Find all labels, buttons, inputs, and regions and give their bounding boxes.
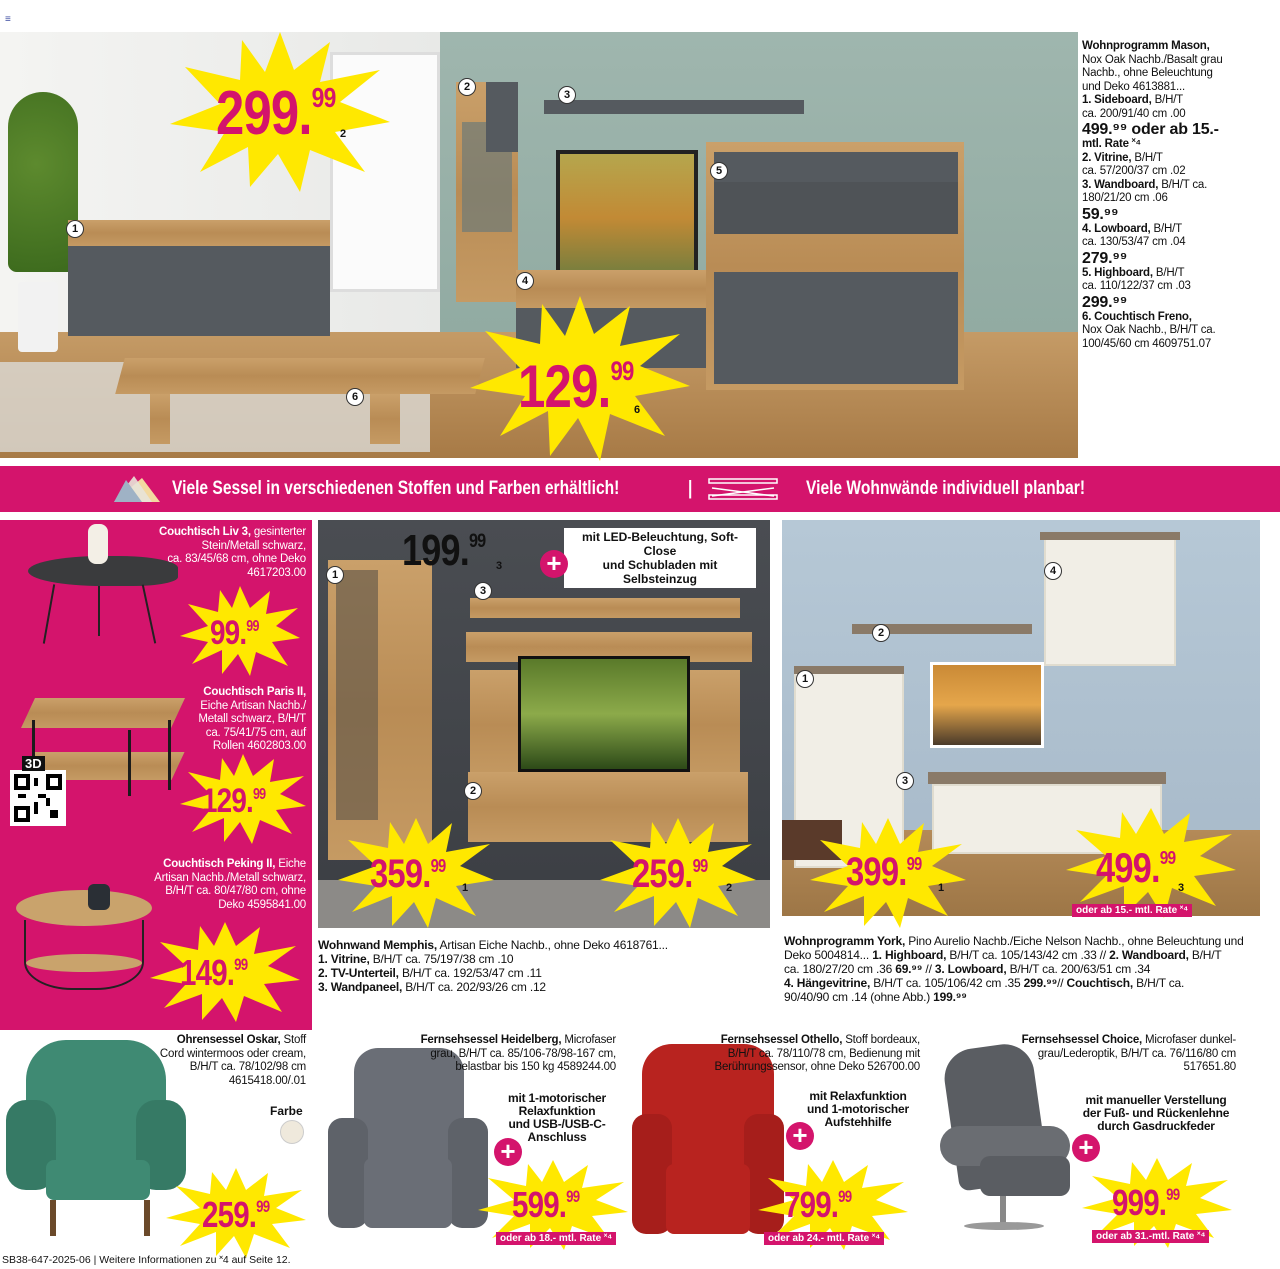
table-liv-text: Couchtisch Liv 3, gesinterter Stein/Metall schwarz, ca. 83/45/68 cm, ohne Deko 4617203.00 — [159, 526, 306, 579]
promo-banner — [0, 466, 1280, 512]
table-peking-text: Couchtisch Peking II, Eiche Artisan Nachb./Metall schwarz, B/H/T ca. 80/47/80 cm, ohne Deko 4595841.00 — [154, 858, 306, 911]
item-tag: 2 — [458, 78, 476, 96]
price-burst: 359.99 1 — [338, 818, 494, 928]
item-tag: 3 — [558, 86, 576, 104]
qr-3d-label: 3D — [22, 756, 45, 771]
chair-heidelberg-callout: mit 1-motorischer Relaxfunktion und USB-/USB-C- Anschluss — [508, 1091, 606, 1144]
price-burst: 499.99 3 — [1066, 808, 1236, 918]
plus-icon: + — [540, 550, 568, 578]
table-paris-text: Couchtisch Paris II, Eiche Artisan Nachb./ Metall schwarz, B/H/T ca. 75/41/75 cm, auf Rollen 4602803.00 — [198, 686, 306, 752]
color-swatch[interactable] — [280, 1120, 304, 1144]
chair-choice-callout: mit manueller Verstellung der Fuß- und Rückenlehne durch Gasdruckfeder — [1082, 1093, 1230, 1133]
price-burst: 129.99 6 — [470, 296, 690, 461]
memphis-top-price: 199.99 — [402, 526, 486, 575]
price-text: 499.99 — [1096, 844, 1176, 891]
plus-icon: + — [786, 1122, 814, 1150]
item-tag: 2 — [872, 624, 890, 642]
sideboard-1 — [68, 220, 330, 246]
heidelberg-rate: oder ab 18.- mtl. Rate ˟⁴ — [496, 1232, 616, 1245]
othello-rate: oder ab 24.- mtl. Rate ˟⁴ — [764, 1232, 884, 1245]
chair-choice-text: Fernsehsessel Choice, Microfaser dunkel- grau/Lederoptik, B/H/T ca. 76/116/80 cm 517651.80 — [1021, 1034, 1236, 1073]
chair-othello-callout: mit Relaxfunktion und 1-motorischer Aufstehhilfe — [807, 1089, 909, 1129]
price-burst — [166, 1168, 306, 1258]
choice-rate: oder ab 31.-mtl. Rate ˟⁴ — [1092, 1230, 1209, 1243]
price-burst — [180, 754, 306, 844]
couchtisch-6 — [115, 358, 485, 394]
chair-oskar-text: Ohrensessel Oskar, Stoff Cord wintermoos oder cream, B/H/T ca. 78/102/98 cm 4615418.00/.01 — [159, 1034, 306, 1087]
price-text: 259.99 — [632, 852, 708, 896]
footer-note: SB38-647-2025-06 | Weitere Informationen zu ˟4 auf Seite 12. — [2, 1254, 291, 1266]
price-text: 129.99 — [518, 353, 634, 420]
item-tag: 4 — [1044, 562, 1062, 580]
chair-choice-image — [940, 1046, 1080, 1236]
memphis-top-idx: 3 — [496, 560, 503, 572]
wandboard-3 — [544, 100, 804, 114]
price-burst: 399.99 1 — [810, 818, 966, 928]
price-text: 399.99 — [846, 850, 922, 894]
price-text: 299.99 — [216, 79, 336, 148]
price-text: 129.99 — [202, 782, 266, 820]
price-burst — [150, 922, 300, 1022]
price-text: 149.99 — [180, 952, 248, 993]
price-text: 799.99 — [784, 1184, 852, 1225]
item-tag: 6 — [346, 388, 364, 406]
banner-right-text: Viele Wohnwände individuell planbar! — [806, 478, 1086, 499]
price-burst: 299.99 2 — [170, 32, 390, 192]
item-tag: 4 — [516, 272, 534, 290]
fabric-swatch-icon — [112, 474, 162, 504]
price-text: 999.99 — [1112, 1182, 1180, 1223]
item-tag: 3 — [474, 582, 492, 600]
plus-icon: + — [494, 1138, 522, 1166]
chair-heidelberg-image — [328, 1048, 488, 1238]
price-burst: 259.99 2 — [600, 818, 756, 928]
price-text: 259.99 — [202, 1194, 270, 1235]
item-tag: 3 — [896, 772, 914, 790]
banner-separator: | — [688, 478, 693, 499]
item-tag: 2 — [464, 782, 482, 800]
qr-code[interactable] — [10, 770, 66, 826]
memphis-description: Wohnwand Memphis, Artisan Eiche Nachb., ohne Deko 4618761... 1. Vitrine, B/H/T ca. 75/197/38 cm .10 2. TV-Unterteil, B/H/T ca. 192/53/47 cm .11 3. Wandpaneel, B/H/T ca. 202/93/26 cm .12 — [318, 938, 668, 994]
york-description: Wohnprogramm York, Pino Aurelio Nachb./Eiche Nelson Nachb., ohne Beleuchtung und Deko 5004814... 1. Highboard, B/H/T ca. 105/143/42 cm .33 // 2. Wandboard, B/H/T ca. 180/27/20 cm .36 69.⁹⁹ // 3. Lowboard, B/H/T ca. 200/63/51 cm .34 4. Hängevitrine, B/H/T ca. 105/106/42 cm .35 299.⁹⁹// Couchtisch, B/H/T ca. 90/40/90 cm .14 (ohne Abb.) 199.⁹⁹ — [784, 934, 1244, 1004]
price-text: 99.99 — [210, 614, 259, 652]
tv-screen — [930, 662, 1044, 748]
plus-icon: + — [1072, 1134, 1100, 1162]
corner-mark: ≡ — [5, 14, 11, 25]
memphis-callout: mit LED-Beleuchtung, Soft-Close und Schubladen mit Selbsteinzug — [564, 528, 756, 588]
chair-heidelberg-text: Fernsehsessel Heidelberg, Microfaser grau, B/H/T ca. 85/106-78/98-167 cm, belastbar bis 150 kg 4589244.00 — [420, 1034, 616, 1073]
banner-left-text: Viele Sessel in verschiedenen Stoffen und Farben erhältlich! — [172, 478, 620, 499]
item-tag: 1 — [66, 220, 84, 238]
wallunit-icon — [708, 478, 778, 500]
tv-screen — [556, 150, 698, 286]
york-rate: oder ab 15.- mtl. Rate ˟⁴ — [1072, 904, 1192, 917]
price-text: 599.99 — [512, 1184, 580, 1225]
chair-othello-text: Fernsehsessel Othello, Stoff bordeaux, B/H/T ca. 78/110/78 cm, Bedienung mit Berührungssensor, ohne Deko 526700.00 — [714, 1034, 920, 1073]
tv-screen — [518, 656, 690, 772]
item-tag: 5 — [710, 162, 728, 180]
price-burst — [180, 586, 300, 676]
item-tag: 1 — [326, 566, 344, 584]
item-tag: 1 — [796, 670, 814, 688]
price-text: 359.99 — [370, 852, 446, 896]
color-swatch-label: Farbe — [270, 1104, 303, 1118]
mason-description: Wohnprogramm Mason, Nox Oak Nachb./Basalt grau Nachb., ohne Beleuchtung und Deko 4613881... 1. Sideboard, B/H/T ca. 200/91/40 cm .00 499.⁹⁹ oder ab 15.- mtl. Rate ˟⁴ 2. Vitrine, B/H/T ca. 57/200/37 cm .02 3. Wandboard, B/H/T ca. 180/21/20 cm .06 59.⁹⁹ 4. Lowboard, B/H/T ca. 130/53/47 cm .04 279.⁹⁹ 5. Highboard, B/H/T ca. 110/122/37 cm .03 299.⁹⁹ 6. Couchtisch Freno, Nox Oak Nachb., B/H/T ca. 100/45/60 cm 4609751.07 — [1082, 40, 1223, 350]
